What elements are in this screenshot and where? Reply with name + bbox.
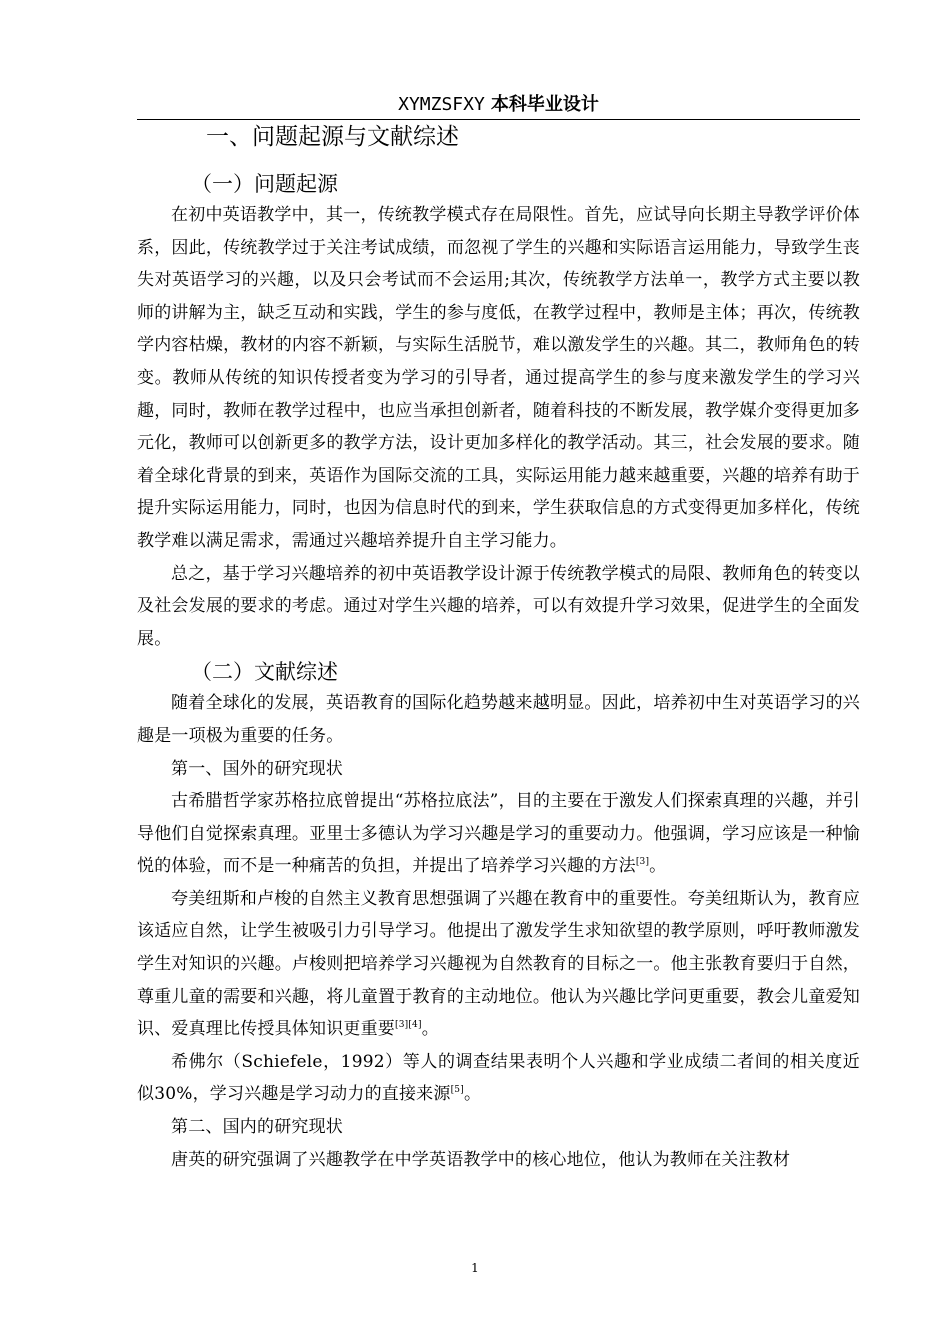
paragraph-tangying: 唐英的研究强调了兴趣教学在中学英语教学中的核心地位，他认为教师在关注教材 bbox=[171, 1149, 791, 1170]
paragraph-schiefele-text: 希佛尔（Schiefele，1992）等人的调查结果表明个人兴趣和学业成绩二者间的相关度近似30%，学习兴趣是学习动力的直接来源 bbox=[137, 1051, 860, 1105]
citation-ref: [3][4] bbox=[395, 1020, 422, 1031]
header-doc-type: 本科毕业设计 bbox=[490, 94, 599, 115]
paragraph-end-mark: 。 bbox=[649, 856, 667, 877]
paragraph-socrates-text: 古希腊哲学家苏格拉底曾提出“苏格拉底法”，目的主要在于激发人们探索真理的兴趣，并引导他们自觉探索真理。亚里士多德认为学习兴趣是学习的重要动力。他强调，学习应该是一种愉悦的体验，而不是一种痛苦的负担，并提出了培养学习兴趣的方法 bbox=[137, 791, 860, 877]
heading-foreign-research: 第一、国外的研究现状 bbox=[171, 758, 343, 779]
paragraph-socrates bbox=[137, 785, 860, 883]
heading-domestic-research: 第二、国内的研究现状 bbox=[171, 1117, 343, 1138]
paragraph-schiefele bbox=[137, 1046, 860, 1111]
subsection-title-origin: （一）问题起源 bbox=[191, 172, 338, 196]
page-number: 1 bbox=[471, 1261, 479, 1275]
subsection-title-literature: （二）文献综述 bbox=[191, 660, 338, 685]
paragraph-end-mark: 。 bbox=[463, 1084, 482, 1105]
header-school-code: XYMZSFXY bbox=[398, 94, 485, 115]
citation-ref: [5] bbox=[450, 1085, 464, 1096]
paragraph-comenius-text: 夸美纽斯和卢梭的自然主义教育思想强调了兴趣在教育中的重要性。夸美纽斯认为，教育应该适应自然，让学生被吸引力引导学习。他提出了激发学生求知欲望的教学原则，呼吁教师激发学生对知识的兴趣。卢梭则把培养学习兴趣视为自然教育的目标之一。他主张教育要归于自然，尊重儿童的需要和兴趣，将儿童置于教育的主动地位。他认为兴趣比学问更重要，教会儿童爱知识、爱真理比传授具体知识更重要 bbox=[137, 888, 860, 1040]
paragraph-end-mark: 。 bbox=[421, 1019, 439, 1040]
running-header bbox=[137, 92, 860, 117]
body-content bbox=[137, 119, 860, 1176]
section-title: 一、问题起源与文献综述 bbox=[206, 124, 459, 150]
paragraph-origin-1: 在初中英语教学中，其一，传统教学模式存在局限性。首先，应试导向长期主导教学评价体系，因此，传统教学过于关注考试成绩，而忽视了学生的兴趣和实际语言运用能力，导致学生丧失对英语学习的兴趣，以及只会考试而不会运用;其次，传统教学方法单一，教学方式主要以教师的讲解为主，缺乏互动和实践，学生的参与度低，在教学过程中，教师是主体；再次，传统教学内容枯燥，教材的内容不新颖，与实际生活脱节，难以激发学生的兴趣。其二，教师角色的转变。教师从传统的知识传授者变为学习的引导者，通过提高学生的参与度来激发学生的学习兴趣，同时，教师在教学过程中，也应当承担创新者，随着科技的不断发展，教学媒介变得更加多元化，教师可以创新更多的教学方法，设计更加多样化的教学活动。其三，社会发展的要求。随着全球化背景的到来，英语作为国际交流的工具，实际运用能力越来越重要，兴趣的培养有助于提升实际运用能力，同时，也因为信息时代的到来，学生获取信息的方式变得更加多样化，传统教学难以满足需求，需通过兴趣培养提升自主学习能力。 bbox=[137, 205, 860, 551]
paragraph-comenius bbox=[137, 883, 860, 1046]
citation-ref: [3] bbox=[635, 857, 650, 868]
paragraph-literature-intro: 随着全球化的发展，英语教育的国际化趋势越来越明显。因此，培养初中生对英语学习的兴趣是一项极为重要的任务。 bbox=[137, 693, 860, 746]
paragraph-origin-2: 总之，基于学习兴趣培养的初中英语教学设计源于传统教学模式的局限、教师角色的转变以及社会发展的要求的考虑。通过对学生兴趣的培养，可以有效提升学习效果，促进学生的全面发展。 bbox=[137, 563, 860, 649]
